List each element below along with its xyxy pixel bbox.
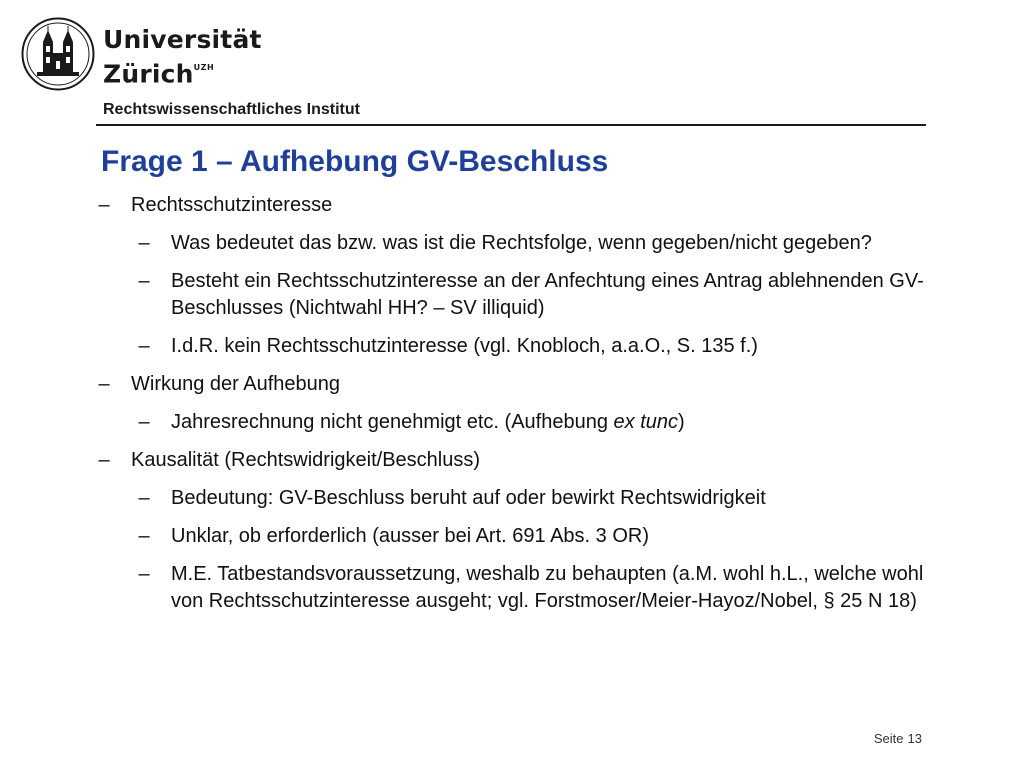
slide-title: Frage 1 – Aufhebung GV-Beschluss [101, 145, 609, 178]
dash-bullet-icon: – [138, 335, 150, 357]
sub-bullet-text: Unklar, ob erforderlich (ausser bei Art. 691 Abs. 3 OR) [171, 525, 649, 547]
sub-bullet-text: Besteht ein Rechtsschutzinteresse an der Anfechtung eines Antrag ablehnenden GV-Beschlusses (Nichtwahl HH? – SV illiquid) [171, 270, 924, 319]
logo-suffix: UZH [193, 63, 215, 72]
logo-line-1: Universität [103, 25, 262, 54]
dash-bullet-icon: – [138, 487, 150, 509]
header-divider [96, 124, 926, 126]
page-number-label: Seite [873, 731, 904, 746]
sub-bullet-item [96, 561, 926, 615]
page-number [874, 731, 922, 746]
institute-name: Rechtswissenschaftliches Institut [103, 101, 360, 118]
logo-line-2 [103, 55, 262, 89]
university-logo-wordmark [103, 24, 262, 89]
dash-bullet-icon: – [98, 449, 110, 471]
sub-bullet-item [96, 523, 926, 550]
page-number-value: 13 [907, 731, 922, 746]
dash-bullet-icon: – [98, 194, 110, 216]
bullet-text: Wirkung der Aufhebung [131, 373, 341, 395]
sub-bullet-item [96, 333, 926, 360]
sub-bullet-text: Bedeutung: GV-Beschluss beruht auf oder bewirkt Rechtswidrigkeit [171, 487, 766, 509]
logo-line-2-text: Zürich [103, 59, 194, 89]
sub-bullet-text: I.d.R. kein Rechtsschutzinteresse (vgl. Knobloch, a.a.O., S. 135 f.) [171, 335, 758, 357]
university-seal-icon [21, 17, 95, 91]
bullet-list [96, 192, 926, 615]
dash-bullet-icon: – [138, 232, 150, 254]
sub-bullet-item [96, 230, 926, 257]
sub-bullet-text: Was bedeutet das bzw. was ist die Rechtsfolge, wenn gegeben/nicht gegeben? [171, 232, 872, 254]
bullet-item [96, 192, 926, 219]
bullet-item [96, 447, 926, 474]
dash-bullet-icon: – [138, 411, 150, 433]
bullet-item [96, 371, 926, 398]
sub-bullet-item [96, 268, 926, 322]
sub-bullet-text-italic: ex tunc [613, 411, 678, 433]
sub-bullet-text-start: Jahresrechnung nicht genehmigt etc. (Aufhebung [171, 411, 614, 433]
bullet-text: Rechtsschutzinteresse [131, 194, 333, 216]
dash-bullet-icon: – [138, 270, 150, 292]
sub-bullet-text-end: ) [678, 411, 685, 433]
sub-bullet-item [96, 485, 926, 512]
sub-bullet-item [96, 409, 926, 436]
bullet-text: Kausalität (Rechtswidrigkeit/Beschluss) [131, 449, 481, 471]
dash-bullet-icon: – [98, 373, 110, 395]
dash-bullet-icon: – [138, 563, 150, 585]
dash-bullet-icon: – [138, 525, 150, 547]
sub-bullet-text: M.E. Tatbestandsvoraussetzung, weshalb zu behaupten (a.M. wohl h.L., welche wohl von Rechtsschutzinteresse ausgeht; vgl. Forstmoser/Meier-Hayoz/Nobel, § 25 N 18) [171, 563, 924, 612]
